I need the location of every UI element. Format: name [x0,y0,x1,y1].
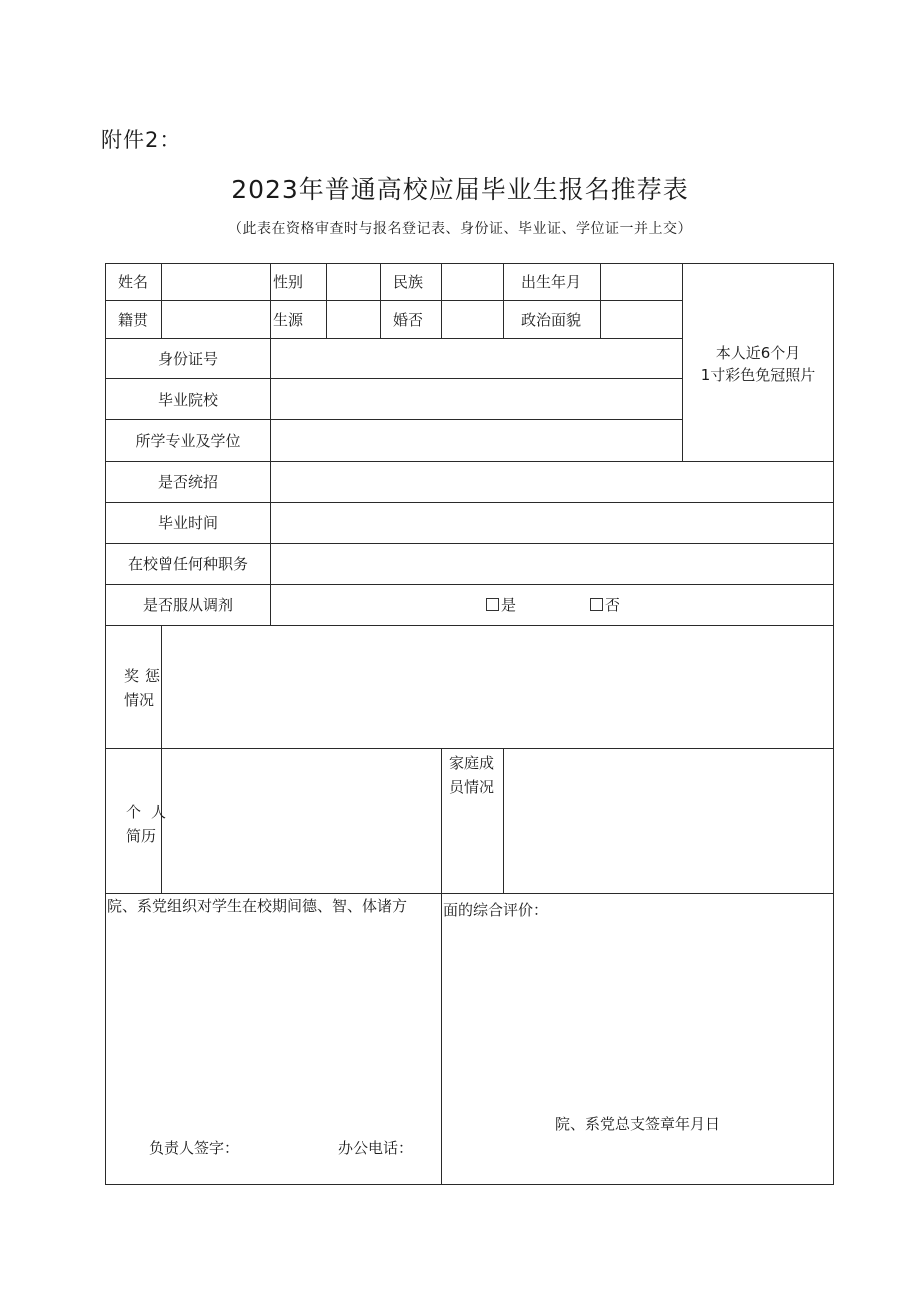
family-label-line1: 家庭成 [449,754,495,772]
ethnicity-label: 民族 [393,273,424,291]
table-line [270,263,271,625]
table-line [105,419,682,420]
attachment-label: 附件2： [101,128,182,152]
table-line [105,461,834,462]
native-place-label: 籍贯 [118,311,149,329]
reward-label-line2: 情况 [124,691,155,709]
resume-label-line2: 简历 [126,827,157,845]
adjustment-label: 是否服从调剂 [142,596,233,614]
table-line [105,1184,834,1185]
table-line [161,263,162,338]
table-line [105,378,682,379]
checkbox-icon[interactable] [486,598,499,611]
adjust-no-option[interactable] [590,596,620,614]
table-line [105,300,682,301]
seal-date-label: 院、系党总支签章年月日 [555,1115,721,1133]
adjust-yes-option[interactable] [486,596,516,614]
table-line [600,263,601,338]
id-number-label: 身份证号 [157,350,218,368]
photo-note-line1: 本人近6个月 [715,344,801,362]
gender-label: 性别 [273,273,304,291]
office-phone-label: 办公电话： [338,1139,414,1157]
table-line [441,263,442,338]
adjust-yes-label: 是 [501,596,517,614]
signer-label: 负责人签字： [149,1139,240,1157]
unified-enrollment-label: 是否统招 [157,473,218,491]
table-line [105,502,834,503]
table-line [105,893,834,894]
evaluation-text-left: 院、系党组织对学生在校期间德、智、体诸方 [107,897,408,915]
table-line [105,748,834,749]
family-label-line2: 员情况 [449,778,495,796]
reward-label-line1: 奖惩 [124,667,167,685]
page-subtitle: （此表在资格审查时与报名登记表、身份证、毕业证、学位证一并上交） [228,221,692,237]
school-label: 毕业院校 [157,391,218,409]
table-line [161,625,162,893]
table-line [105,338,682,339]
resume-label-line1: 个人 [126,803,177,821]
political-label: 政治面貌 [521,311,582,329]
table-line [441,748,442,1185]
adjust-no-label: 否 [605,596,621,614]
table-line [105,263,834,264]
marital-label: 婚否 [393,311,424,329]
school-position-label: 在校曾任何种职务 [127,555,248,573]
evaluation-text-right: 面的综合评价： [443,901,549,919]
graduation-time-label: 毕业时间 [157,514,218,532]
table-line [105,543,834,544]
table-line [503,748,504,893]
table-line [380,263,381,338]
photo-note-line2: 1寸彩色免冠照片 [700,366,816,384]
table-line [682,263,683,461]
major-degree-label: 所学专业及学位 [135,432,241,450]
table-line [503,263,504,338]
source-label: 生源 [273,311,304,329]
table-line [833,263,834,1185]
checkbox-icon[interactable] [590,598,603,611]
page-title: 2023年普通高校应届毕业生报名推荐表 [231,175,689,204]
birth-label: 出生年月 [521,273,582,291]
table-line [105,625,834,626]
name-label: 姓名 [118,273,149,291]
table-line [326,263,327,338]
table-line [105,584,834,585]
